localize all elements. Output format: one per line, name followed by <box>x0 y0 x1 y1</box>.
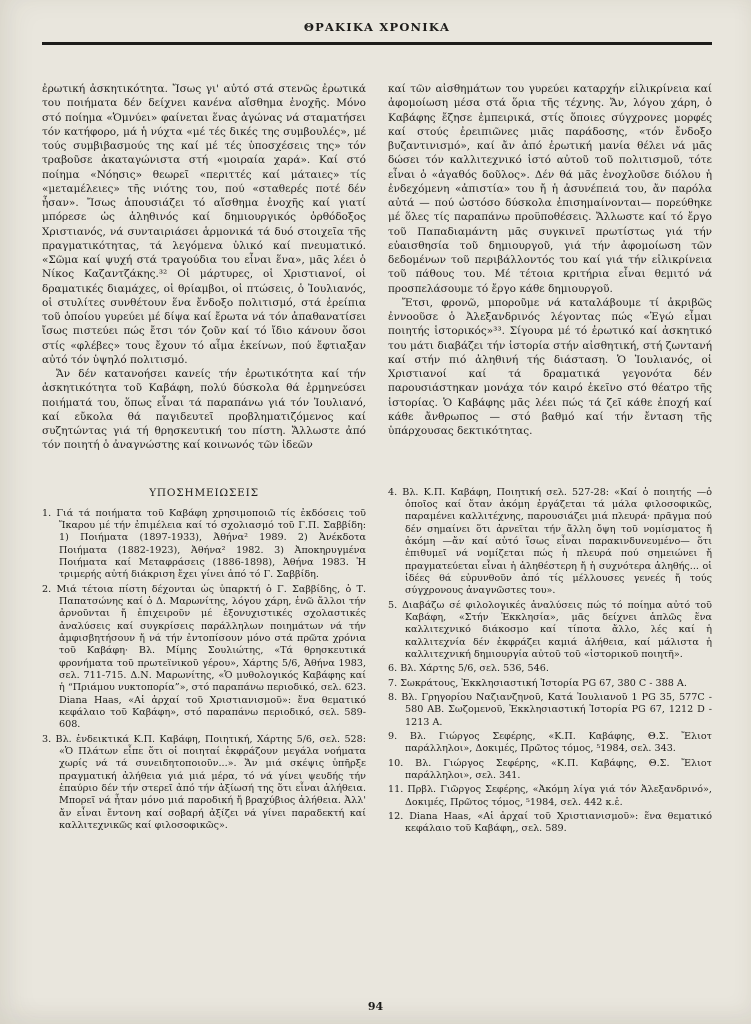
header-rule <box>42 42 712 45</box>
footnote-item <box>388 487 712 598</box>
footnote-number: 3. <box>42 733 52 745</box>
footnote-text: Πρβλ. Γιῶργος Σεφέρης, «Ἀκόμη λίγα γιά τόν Ἀλεξανδρινό», Δοκιμές, Πρῶτος τόμος, ⁵1984, σελ. 442 κ.ἑ. <box>405 784 712 808</box>
footnotes-right-column <box>388 487 712 838</box>
footnote-number: 11. <box>388 784 404 796</box>
footnote-item <box>388 692 712 729</box>
footnote-item <box>388 784 712 809</box>
footnote-number: 6. <box>388 663 398 675</box>
footnote-number: 12. <box>388 811 404 823</box>
journal-title: ΘΡΑΚΙΚΑ ΧΡΟΝΙΚΑ <box>303 20 451 34</box>
footnote-text: Diana Haas, «Αἱ ἀρχαί τοῦ Χριστιανισμοῦ»: ἕνα θεματικό κεφάλαιο τοῦ Καβάφη,, σελ. 589. <box>405 811 712 835</box>
right-column <box>388 82 712 453</box>
footnote-text: Διαβάζω σέ φιλολογικές ἀναλύσεις πώς τό ποίημα αὐτό τοῦ Καβάφη, «Στήν Ἐκκλησία», μᾶς δείχνει ἁπλῶς ἕνα καλλιτεχνικό διάκοσμο καί τίποτα ἄλλο, λές καί ἡ καλλιτεχνία δέν ἐκφράζει καμιά ἀλήθεια, καί μάλιστα ἡ καλλιτεχνική δημιουργία αὐτοῦ τοῦ «ἱστορικοῦ ποιητῆ». <box>402 599 712 660</box>
footnote-number: 2. <box>42 583 52 595</box>
footnote-number: 9. <box>388 731 398 743</box>
page-number-value: 94 <box>367 1000 384 1013</box>
body-paragraph: καί τῶν αἰσθημάτων του γυρεύει καταρχήν εἰλικρίνεια καί ἀφομοίωση μέσα στά ὅρια τῆς τέχνης. Ἄν, λόγου χάρη, ὁ Καβάφης ἔζησε ἐμπειρικά, στίς ὅποιες σύγχρονες μορφές καί στούς ἐρειπιῶνες μιᾶς παράδοσης, «τόν ἔνδοξο βυζαντινισμό», καί ἄν ἀπό ἐρωτική μανία θέλει νά μᾶς δώσει τόν καλλιτεχνικό ἱστό αὐτοῦ τοῦ πολιτισμοῦ, τότε εἶναι ὁ «ἀγαθός δοῦλος». Δέν θά μᾶς ἐνοχλοῦσε διόλου ἡ ἐνδεχόμενη «ἀπιστία» του ἤ ἡ ἀσυνέπειά του, ἄν παρόλα αὐτά — πού ὡστόσο δύσκολα ἐπισημαίνονται— πορεύθηκε μέ ὅλες τίς παραπάνω προϋποθέσεις. Ἄλλωστε καί τό ἔργο τοῦ Παπαδιαμάντη μᾶς συγκινεῖ πρωτίστως γιά τήν εὐαισθησία τοῦ δημιουργοῦ, γιά τήν ἀφομοίωση τῶν δεδομένων τοῦ περιβάλλοντός του καί γιά τήν εἰλικρίνεια τοῦ πάθους του. Μέ τέτοια κριτήρια εἶναι θεμιτό νά προσπελάσουμε τό ἔργο κάθε δημιουργοῦ. <box>388 83 712 295</box>
footnotes-left-column <box>42 487 366 838</box>
footnote-number: 1. <box>42 507 52 519</box>
page-header <box>42 20 712 45</box>
footnote-text: Βλ. Γιώργος Σεφέρης, «Κ.Π. Καβάφης, Θ.Σ. Ἔλιοτ παράλληλοι», Δοκιμές, Πρῶτος τόμος, ⁵1984, σελ. 343. <box>405 731 712 755</box>
footnotes-section <box>42 487 712 838</box>
footnote-item <box>388 811 712 836</box>
footnote-text: Βλ. Γρηγορίου Ναζιανζηνοῦ, Κατά Ἰουλιανοῦ 1 PG 35, 577C - 580 AB. Σωζομενοῦ, Ἐκκλησιαστική Ἱστορία PG 67, 1212 D - 1213 A. <box>401 692 712 728</box>
body-paragraph: ἐρωτική ἀσκητικότητα. Ἴσως γι' αὐτό στά στενῶς ἐρωτικά του ποιήματα δέν δείχνει κανένα αἴσθημα ἐνοχῆς. Μόνο στό ποίημα «Ὁμνύει» φαίνεται ἕνας ἀγώνας νά σταματήσει τόν κατήφορο, μά ἡ νύχτα «μέ τές δικές της συμβουλές», μέ τούς συμβιβασμούς της καί μέ τές ὑποσχέσεις της» τόν τραβοῦσε ἀκαταγώνιστα στή «μοιραία χαρά». Καί στό ποίημα «Νόησις» θεωρεῖ «περιττές καί μάταιες» τίς «μεταμέλειες» τῆς νιότης του, πού «σταθερές ποτέ δέν ἦσαν». Ἴσως ἀπουσιάζει τό αἴσθημα ἐνοχῆς καί γιατί μπόρεσε ὡς ἀληθινός καί δημιουργικός ὀρθόδοξος Χριστιανός, νά συνταιριάσει ἁρμονικά τά δυό στοιχεῖα τῆς πραγματικότητας, τά λεγόμενα ὑλικό καί πνευματικό. «Σῶμα καί ψυχή στά τραγούδια του εἶναι ἕνα», μᾶς λέει ὁ Νίκος Καζαντζάκης.³² Οἱ μάρτυρες, οἱ Χριστιανοί, οἱ δραματικές διαμάχες, οἱ θρίαμβοι, οἱ πτώσεις, ὁ Ἰουλιανός, οἱ στυλίτες συνθέτουν ἕνα ἔνδοξο πολιτισμό, στά ἐρείπια τοῦ ὁποίου γυρεύει μέ δίψα καί ἔρωτα νά τόν ἀπαθανατίσει ἴσως πιστεύει πώς ἔτσι τόν ζοῦν καί τό ἴδιο κάνουν ὅσοι στίς «φλέβες» τους ἔχουν τό αἷμα ἐκείνων, πού ἔφτιαξαν αὐτό τόν ὑψηλό πολιτισμό. <box>42 83 366 366</box>
footnote-number: 4. <box>388 486 398 498</box>
footnote-number: 5. <box>388 599 398 611</box>
footnote-number: 8. <box>388 692 398 703</box>
footnote-text: Βλ. Γιώργος Σεφέρης, «Κ.Π. Καβάφης, Θ.Σ. Ἔλιοτ παράλληλοι», σελ. 341. <box>405 757 712 782</box>
footnote-number: 7. <box>388 677 398 689</box>
footnote-item <box>388 678 712 690</box>
footnote-item <box>42 734 366 833</box>
footnote-item <box>388 731 712 756</box>
body-paragraph: Ἄν δέν κατανοήσει κανείς τήν ἐρωτικότητα καί τήν ἀσκητικότητα τοῦ Καβάφη, πολύ δύσκολα θά ἑρμηνεύσει ποιήματά του, ὅπως εἶναι τά παραπάνω γιά τόν Ἰουλιανό, καί εὔκολα θά παγιδευτεῖ προβληματιζόμενος καί συζητώντας γιά τή θρησκευτική του πίστη. Ἄλλωστε ἀπό τόν ποιητή ὁ ἀναγνώστης καί κοινωνός τῶν ἰδεῶν <box>42 368 366 452</box>
body-paragraph: Ἔτσι, φρονῶ, μποροῦμε νά καταλάβουμε τί ἀκριβῶς ἐννοοῦσε ὁ Ἀλεξανδρινός λέγοντας πώς «Ἐγώ εἶμαι ποιητής ἱστορικός»³³. Σίγουρα μέ τό ἐρωτικό καί ἀσκητικό του μάτι διαβάζει τήν ἱστορία στήν αἰσθητική, στή ζωντανή καί στήν πιό ἀληθινή τής διάσταση. Ὁ Ἰουλιανός, οἱ Χριστιανοί καί τά δραματικά γεγονότα δέν παρουσιάστηκαν μονάχα τόν καιρό ἐκεῖνο στό θέατρο τῆς ἱστορίας. Ὁ Καβάφης μᾶς λέει πώς τά ζεῖ κάθε ἐποχή καί κάθε ἄνθρωπος — στό βαθμό καί τήν ἔνταση τῆς ὑπάρχουσας δεκτικότητας. <box>388 296 712 437</box>
footnote-text: Βλ. Χάρτης 5/6, σελ. 536, 546. <box>400 663 549 675</box>
body-columns <box>42 82 712 453</box>
footnote-text: Βλ. Κ.Π. Καβάφη, Ποιητική σελ. 527-28: «Καί ὁ ποιητής —ὁ ὁποῖος καί ὅταν ἀκόμη ἐργάζεται τά μάλα φιλοσοφικῶς, παραμένει καλλιτέχνης, παρουσιάζει μιά πλευρά· πρᾶγμα πού δέν σημαίνει ὅτι ἀρνεῖται τήν ἄλλη ὄψη τοῦ νομίσματος ἤ ἀκόμη —ἄν καί αὐτό ἴσως εἶναι παρακινδυνευμένο— ὅτι ἐπιθυμεῖ νά νομίζεται πώς ἡ πλευρά πού σημειώνει ἤ πραγματεύεται εἶναι ἡ ἀληθέστερη ἤ ἡ συχνότερα ἀληθής... οἱ ἰδέες θά εὐρυνθοῦν ἀπό τίς μέλλουσες γενεές ἤ τούς σύγχρονους ἀναγνῶστες του». <box>402 486 712 597</box>
footnote-item <box>388 600 712 662</box>
footnote-text: Μιά τέτοια πίστη δέχονται ὡς ὑπαρκτή ὁ Γ. Σαββίδης, ὁ Τ. Παπατσώνης καί ὁ Δ. Μαρωνίτης, λόγου χάρη, ἐνῶ ἄλλοι τήν ἀρνοῦνται ἤ ἐπιχειροῦν μέ ἐξονυχιστικές σχολαστικές ἀναλύσεις καί συγκρίσεις παράλληλων ποιημάτων νά τήν ἀμφισβητήσουν ἤ νά τήν ἐντοπίσουν μόνο στά πρῶτα χρόνια τοῦ Καβάφη· Βλ. Μίμης Σουλιώτης, «Τά θρησκευτικά φρονήματα τοῦ πρωτεϊνικοῦ γέρου», Χάρτης 5/6, Ἀθήνα 1983, σελ. 711-715. Δ.Ν. Μαρωνίτης, «Ὁ μυθολογικός Καβάφης καί ἡ “Πριάμου νυκτοπορία”», στό παραπάνω περιοδικό, σελ. 623. Diana Haas, «Αἱ ἀρχαί τοῦ Χριστιανισμοῦ»: ἕνα θεματικό κεφάλαιο τοῦ Καβάφη», στό παραπάνω περιοδικό, σελ. 589-608. <box>56 583 366 731</box>
footnote-item <box>42 584 366 732</box>
footnote-text: Σωκράτους, Ἐκκλησιαστική Ἱστορία PG 67, 380 C - 388 A. <box>400 677 687 689</box>
footnote-item <box>388 758 712 783</box>
footnote-item <box>42 508 366 582</box>
left-column <box>42 82 366 453</box>
page-number <box>0 1000 751 1013</box>
footnote-item <box>388 663 712 675</box>
footnote-text: Βλ. ἐνδεικτικά Κ.Π. Καβάφη, Ποιητική, Χάρτης 5/6, σελ. 528: «Ὁ Πλάτων εἶπε ὅτι οἱ ποιηταί ἐκφράζουν μεγάλα νοήματα χωρίς νά τά συνειδητοποιοῦν...». Ἄν μιά σκέψις ὑπῆρξε πραγματική ἀλήθεια γιά μιά μέρα, τό νά γίνει ψευδής τήν ἐπαύριο δέν τήν στερεῖ ἀπό τήν ἀξίωσή της ὅτι εἶναι ἀλήθεια. Μπορεῖ νά ἦταν μόνο μιά παροδική ἤ βραχύβιος ἀλήθεια. Ἀλλ' ἄν εἶναι ἔντονη καί σοβαρή ἀξίζει νά γίνει παραδεκτή καί καλλιτεχνικῶς καί φιλοσοφικῶς». <box>55 733 366 832</box>
footnotes-heading: ΥΠΟΣΗΜΕΙΩΣΕΙΣ <box>149 486 259 499</box>
footnote-text: Γιά τά ποιήματα τοῦ Καβάφη χρησιμοποιῶ τίς ἐκδόσεις τοῦ Ἴκαρου μέ τήν ἐπιμέλεια καί τό σχολιασμό τοῦ Γ.Π. Σαββίδη: 1) Ποιήματα (1897-1933), Ἀθήνα² 1989. 2) Ἀνέκδοτα Ποιήματα (1882-1923), Ἀθήνα² 1982. 3) Ἀποκηρυγμένα Ποιήματα καί Μεταφράσεις (1886-1898), Ἀθήνα 1983. Ἡ τριμερής αὐτή διάκριση ἔχει γίνει ἀπό τό Γ. Σαββίδη. <box>56 507 366 581</box>
footnote-number: 10. <box>388 757 404 769</box>
